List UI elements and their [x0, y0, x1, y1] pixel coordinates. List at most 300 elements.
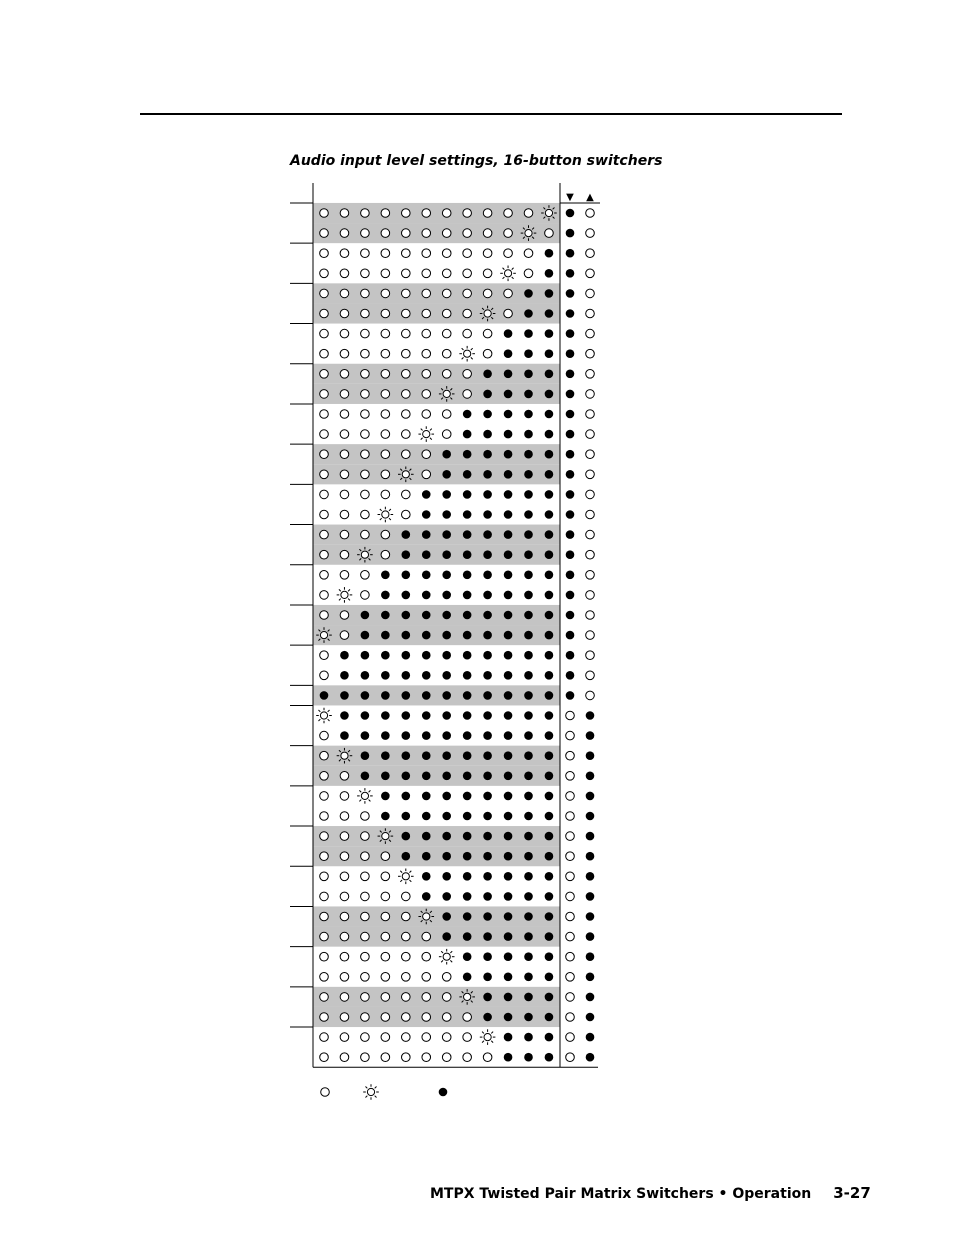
button-led-off: [340, 209, 349, 218]
button-led-off: [361, 812, 370, 821]
button-led-blinking: [337, 587, 353, 603]
button-led-on: [442, 550, 451, 559]
button-led-on: [524, 852, 533, 861]
button-led-on: [504, 490, 513, 499]
down-indicator-off: [566, 892, 575, 901]
up-indicator-on: [586, 731, 595, 740]
button-led-off: [361, 370, 370, 379]
button-led-on: [402, 852, 411, 861]
button-led-on: [442, 470, 451, 479]
footer-text: MTPX Twisted Pair Matrix Switchers • Operation: [430, 1186, 812, 1202]
button-led-on: [361, 611, 370, 620]
button-led-on: [545, 269, 554, 278]
button-led-off: [340, 390, 349, 399]
button-led-off: [402, 892, 411, 901]
button-led-on: [483, 631, 492, 640]
button-led-on: [504, 1053, 513, 1062]
button-led-off: [402, 490, 411, 499]
button-led-off: [340, 852, 349, 861]
button-led-on: [402, 611, 411, 620]
button-led-on: [361, 671, 370, 680]
down-indicator-on: [566, 490, 575, 499]
button-led-on: [483, 591, 492, 600]
button-led-on: [483, 410, 492, 419]
button-led-on: [361, 631, 370, 640]
button-led-off: [402, 973, 411, 982]
button-led-off: [320, 329, 329, 338]
button-led-off: [524, 269, 533, 278]
button-led-off: [483, 249, 492, 258]
button-led-off: [422, 1013, 431, 1022]
button-led-on: [422, 792, 431, 801]
button-led-on: [463, 410, 472, 419]
button-led-on: [504, 550, 513, 559]
button-led-on: [524, 510, 533, 519]
button-led-on: [504, 329, 513, 338]
button-led-off: [340, 872, 349, 881]
button-led-on: [504, 973, 513, 982]
button-led-on: [381, 591, 390, 600]
button-led-blinking: [398, 869, 414, 885]
button-led-on: [504, 530, 513, 539]
up-indicator-off: [586, 651, 595, 660]
button-led-on: [524, 892, 533, 901]
button-led-off: [361, 993, 370, 1002]
button-led-on: [504, 912, 513, 921]
button-led-on: [545, 651, 554, 660]
button-led-on: [463, 812, 472, 821]
button-led-on: [545, 1013, 554, 1022]
button-led-on: [504, 993, 513, 1002]
button-led-on: [504, 792, 513, 801]
button-led-on: [483, 691, 492, 700]
button-led-on: [483, 470, 492, 479]
up-indicator-off: [586, 450, 595, 459]
button-led-on: [442, 651, 451, 660]
button-led-off: [320, 812, 329, 821]
button-led-on: [422, 611, 431, 620]
button-led-on: [361, 691, 370, 700]
button-led-on: [545, 510, 554, 519]
down-indicator-on: [566, 591, 575, 600]
up-indicator-on: [586, 751, 595, 760]
button-led-off: [504, 289, 513, 298]
button-led-on: [381, 651, 390, 660]
button-led-off: [320, 510, 329, 519]
button-led-off: [422, 349, 431, 358]
button-led-on: [402, 530, 411, 539]
up-indicator-on: [586, 1053, 595, 1062]
button-led-off: [422, 229, 431, 238]
button-led-off: [545, 229, 554, 238]
button-led-off: [422, 410, 431, 419]
down-indicator-off: [566, 792, 575, 801]
button-led-on: [545, 450, 554, 459]
button-led-on: [463, 751, 472, 760]
button-led-on: [524, 349, 533, 358]
down-indicator-on: [566, 510, 575, 519]
button-led-off: [402, 993, 411, 1002]
button-led-off: [422, 289, 431, 298]
button-led-off: [320, 731, 329, 740]
button-led-on: [463, 973, 472, 982]
button-led-blinking: [316, 627, 332, 643]
button-led-off: [340, 973, 349, 982]
up-arrow-icon: ▲: [586, 192, 594, 203]
button-led-on: [402, 691, 411, 700]
up-indicator-on: [586, 932, 595, 941]
button-led-off: [402, 1033, 411, 1042]
down-indicator-off: [566, 952, 575, 961]
button-led-on: [545, 731, 554, 740]
down-indicator-on: [566, 390, 575, 399]
button-led-off: [361, 490, 370, 499]
shaded-row-band: [313, 525, 560, 545]
up-indicator-off: [586, 269, 595, 278]
button-led-on: [504, 772, 513, 781]
button-led-on: [504, 591, 513, 600]
button-led-off: [483, 229, 492, 238]
button-led-off: [381, 490, 390, 499]
up-indicator-off: [586, 470, 595, 479]
button-led-off: [340, 470, 349, 479]
down-indicator-on: [566, 249, 575, 258]
button-led-off: [463, 329, 472, 338]
button-led-on: [545, 611, 554, 620]
button-led-on: [381, 631, 390, 640]
button-led-on: [504, 671, 513, 680]
button-led-on: [483, 490, 492, 499]
button-led-on: [402, 631, 411, 640]
button-led-on: [340, 711, 349, 720]
button-led-on: [442, 772, 451, 781]
button-led-off: [483, 349, 492, 358]
button-led-on: [340, 671, 349, 680]
down-indicator-on: [566, 571, 575, 580]
button-led-on: [504, 611, 513, 620]
button-led-off: [381, 209, 390, 218]
button-led-off: [361, 892, 370, 901]
button-led-on: [483, 952, 492, 961]
shaded-row-band: [313, 906, 560, 926]
up-indicator-off: [586, 390, 595, 399]
down-indicator-on: [566, 691, 575, 700]
button-led-off: [463, 390, 472, 399]
button-led-off: [320, 591, 329, 600]
up-indicator-on: [586, 892, 595, 901]
button-led-on: [545, 832, 554, 841]
button-led-on: [340, 731, 349, 740]
button-led-off: [340, 249, 349, 258]
button-led-on: [422, 530, 431, 539]
button-led-off: [320, 249, 329, 258]
button-led-off: [442, 329, 451, 338]
button-led-off: [422, 1033, 431, 1042]
button-led-off: [381, 470, 390, 479]
button-led-off: [504, 229, 513, 238]
button-led-on: [504, 832, 513, 841]
button-led-on: [442, 611, 451, 620]
button-led-off: [381, 973, 390, 982]
down-indicator-off: [566, 1013, 575, 1022]
button-led-blinking: [357, 788, 373, 804]
button-led-on: [463, 510, 472, 519]
button-led-off: [320, 671, 329, 680]
button-led-off: [442, 370, 451, 379]
up-indicator-on: [586, 852, 595, 861]
button-led-off: [442, 249, 451, 258]
button-led-off: [381, 1013, 390, 1022]
down-indicator-on: [566, 430, 575, 439]
button-led-on: [545, 852, 554, 861]
button-led-off: [422, 993, 431, 1002]
button-led-off: [402, 912, 411, 921]
button-led-blinking: [500, 266, 516, 282]
button-led-blinking: [480, 1029, 496, 1045]
button-led-on: [422, 510, 431, 519]
button-led-off: [340, 1053, 349, 1062]
button-led-on: [524, 1013, 533, 1022]
button-led-off: [483, 329, 492, 338]
down-indicator-on: [566, 450, 575, 459]
button-led-on: [524, 490, 533, 499]
button-led-on: [463, 832, 472, 841]
button-led-on: [504, 410, 513, 419]
button-led-off: [402, 229, 411, 238]
button-led-on: [361, 651, 370, 660]
down-indicator-off: [566, 711, 575, 720]
button-led-on: [524, 932, 533, 941]
button-led-off: [524, 249, 533, 258]
button-led-on: [524, 691, 533, 700]
button-led-blinking: [398, 467, 414, 483]
button-led-on: [483, 611, 492, 620]
button-led-on: [422, 691, 431, 700]
button-led-off: [340, 349, 349, 358]
button-led-off: [340, 631, 349, 640]
button-led-on: [442, 571, 451, 580]
button-led-on: [442, 892, 451, 901]
button-led-on: [463, 470, 472, 479]
button-led-off: [340, 792, 349, 801]
button-led-off: [463, 1053, 472, 1062]
button-led-on: [524, 611, 533, 620]
button-led-on: [524, 591, 533, 600]
up-indicator-off: [586, 209, 595, 218]
button-led-on: [442, 530, 451, 539]
button-led-off: [361, 872, 370, 881]
up-indicator-on: [586, 993, 595, 1002]
button-led-off: [504, 209, 513, 218]
button-led-off: [442, 1053, 451, 1062]
button-led-blinking: [541, 205, 557, 221]
button-led-off: [442, 410, 451, 419]
button-led-off: [442, 229, 451, 238]
up-indicator-off: [586, 370, 595, 379]
button-led-on: [402, 671, 411, 680]
button-led-on: [524, 731, 533, 740]
button-led-off: [340, 410, 349, 419]
up-indicator-on: [586, 792, 595, 801]
button-led-on: [483, 370, 492, 379]
up-indicator-on: [586, 1033, 595, 1042]
button-led-off: [402, 1053, 411, 1062]
button-led-on: [422, 671, 431, 680]
button-led-on: [504, 349, 513, 358]
button-led-off: [402, 209, 411, 218]
button-led-on: [545, 370, 554, 379]
button-led-on: [545, 490, 554, 499]
shaded-row-band: [313, 283, 560, 303]
button-led-on: [524, 812, 533, 821]
shaded-row-band: [313, 384, 560, 404]
button-led-on: [545, 289, 554, 298]
button-led-on: [463, 932, 472, 941]
button-led-on: [463, 530, 472, 539]
button-led-on: [545, 932, 554, 941]
button-led-off: [483, 1053, 492, 1062]
down-indicator-on: [566, 370, 575, 379]
button-led-blinking: [378, 828, 394, 844]
button-led-off: [361, 510, 370, 519]
button-led-on: [483, 450, 492, 459]
legend-blinking: [363, 1084, 379, 1100]
button-led-off: [320, 993, 329, 1002]
button-led-off: [320, 651, 329, 660]
button-led-off: [320, 550, 329, 559]
page-footer: [430, 1184, 871, 1202]
down-arrow-icon: ▼: [566, 192, 574, 203]
button-led-on: [504, 751, 513, 760]
button-led-off: [463, 229, 472, 238]
down-indicator-on: [566, 550, 575, 559]
button-led-off: [320, 1033, 329, 1042]
button-led-off: [361, 209, 370, 218]
button-led-on: [381, 792, 390, 801]
button-led-off: [320, 832, 329, 841]
button-led-on: [442, 510, 451, 519]
button-led-on: [545, 631, 554, 640]
button-led-on: [402, 751, 411, 760]
button-led-off: [463, 309, 472, 318]
up-indicator-off: [586, 530, 595, 539]
button-led-off: [381, 269, 390, 278]
button-led-off: [463, 1013, 472, 1022]
button-led-off: [340, 430, 349, 439]
button-led-off: [361, 329, 370, 338]
button-led-off: [320, 430, 329, 439]
up-indicator-off: [586, 229, 595, 238]
button-led-off: [361, 973, 370, 982]
button-led-on: [524, 430, 533, 439]
button-led-off: [442, 1033, 451, 1042]
button-led-off: [320, 229, 329, 238]
button-led-on: [504, 631, 513, 640]
button-led-on: [483, 651, 492, 660]
button-led-off: [422, 952, 431, 961]
button-led-off: [442, 349, 451, 358]
button-led-on: [381, 611, 390, 620]
down-indicator-on: [566, 329, 575, 338]
button-led-on: [402, 731, 411, 740]
button-led-off: [504, 309, 513, 318]
button-led-on: [524, 772, 533, 781]
button-led-on: [545, 671, 554, 680]
down-indicator-on: [566, 651, 575, 660]
button-led-off: [340, 530, 349, 539]
button-led-on: [504, 812, 513, 821]
up-indicator-on: [586, 973, 595, 982]
button-led-on: [483, 852, 492, 861]
button-led-on: [524, 329, 533, 338]
button-led-on: [402, 772, 411, 781]
button-led-on: [504, 872, 513, 881]
button-led-on: [463, 651, 472, 660]
button-led-on: [545, 571, 554, 580]
button-led-on: [504, 852, 513, 861]
button-led-on: [442, 912, 451, 921]
shaded-row-band: [313, 545, 560, 565]
button-led-on: [545, 249, 554, 258]
button-led-on: [402, 550, 411, 559]
button-led-off: [340, 993, 349, 1002]
button-led-on: [483, 772, 492, 781]
up-indicator-on: [586, 772, 595, 781]
button-led-on: [524, 993, 533, 1002]
down-indicator-on: [566, 209, 575, 218]
button-led-off: [340, 611, 349, 620]
button-led-off: [442, 430, 451, 439]
page-number: 3-27: [833, 1184, 871, 1202]
button-led-off: [381, 410, 390, 419]
button-led-on: [524, 872, 533, 881]
button-led-off: [381, 1033, 390, 1042]
button-led-on: [545, 812, 554, 821]
button-led-off: [320, 751, 329, 760]
button-led-off: [320, 611, 329, 620]
button-led-off: [361, 591, 370, 600]
button-led-on: [483, 812, 492, 821]
button-led-off: [402, 289, 411, 298]
button-led-off: [483, 209, 492, 218]
button-led-off: [442, 993, 451, 1002]
button-led-off: [340, 229, 349, 238]
button-led-on: [381, 812, 390, 821]
button-led-off: [381, 430, 390, 439]
button-led-on: [483, 912, 492, 921]
button-led-on: [422, 550, 431, 559]
down-indicator-off: [566, 812, 575, 821]
up-indicator-off: [586, 671, 595, 680]
button-led-off: [361, 229, 370, 238]
button-led-off: [340, 912, 349, 921]
button-led-off: [442, 973, 451, 982]
shaded-row-band: [313, 927, 560, 947]
button-led-off: [340, 952, 349, 961]
button-led-off: [381, 993, 390, 1002]
button-led-off: [361, 390, 370, 399]
button-led-on: [524, 952, 533, 961]
button-led-off: [320, 952, 329, 961]
button-led-off: [442, 309, 451, 318]
button-led-blinking: [357, 547, 373, 563]
down-indicator-on: [566, 530, 575, 539]
button-led-on: [483, 671, 492, 680]
up-indicator-off: [586, 510, 595, 519]
down-indicator-off: [566, 751, 575, 760]
button-led-on: [422, 751, 431, 760]
down-indicator-off: [566, 731, 575, 740]
